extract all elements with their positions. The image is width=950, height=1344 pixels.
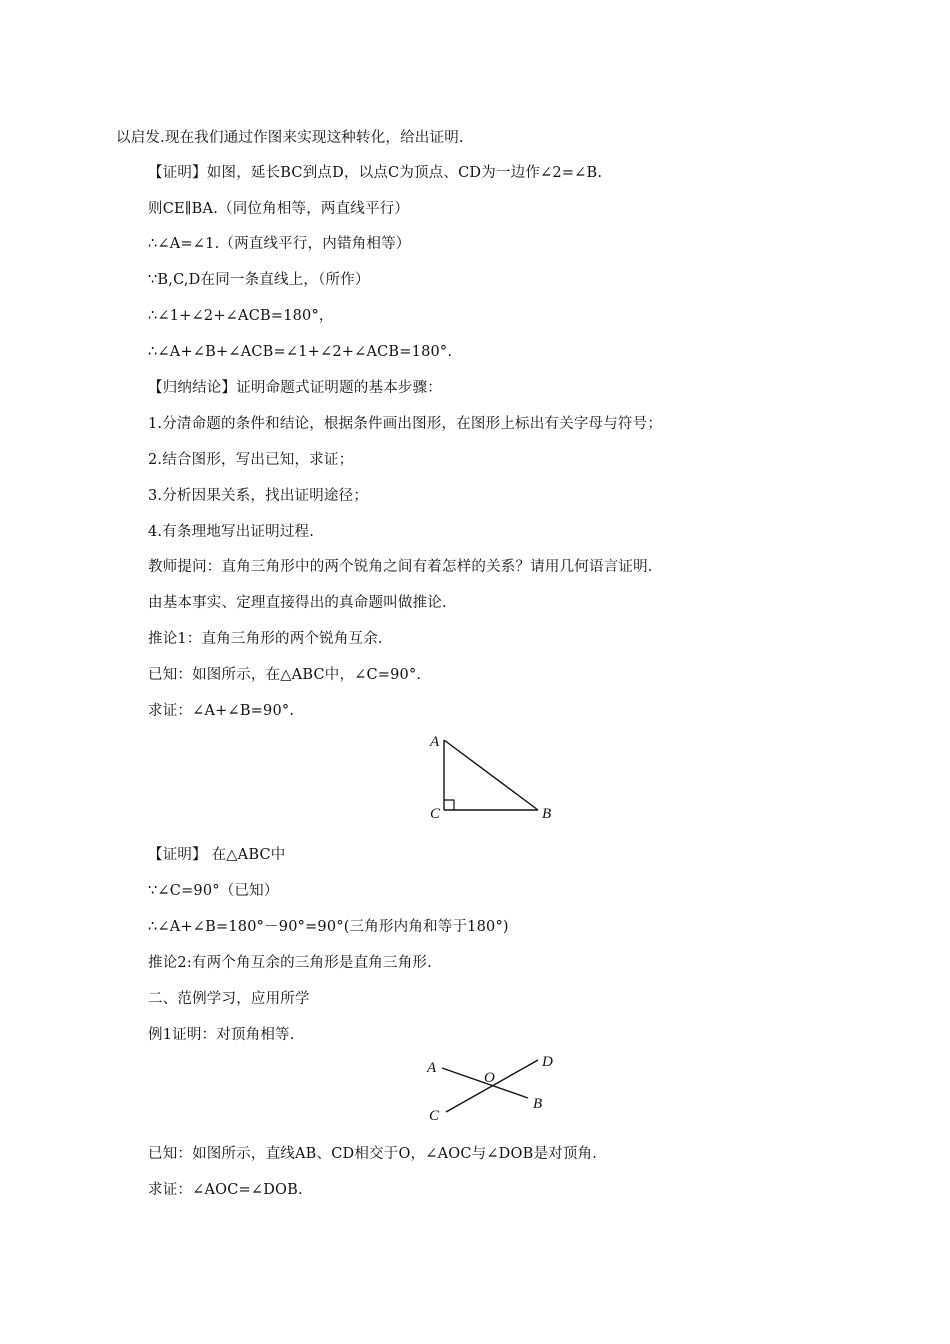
text-line-4: ∴∠A=∠1.（两直线平行，内错角相等）: [148, 236, 411, 252]
text-line-23: 例1证明：对顶角相等.: [148, 1027, 295, 1043]
vertical-label-d: D: [542, 1054, 553, 1070]
text-line-11: 3.分析因果关系，找出证明途径；: [148, 488, 369, 504]
text-line-14: 由基本事实、定理直接得出的真命题叫做推论.: [148, 595, 447, 611]
text-line-9: 1.分清命题的条件和结论，根据条件画出图形，在图形上标出有关字母与符号；: [148, 416, 663, 432]
text-line-21: 推论2:有两个角互余的三角形是直角三角形.: [148, 955, 432, 971]
text-line-15: 推论1：直角三角形的两个锐角互余.: [148, 631, 383, 647]
text-line-24: 已知：如图所示，直线AB、CD相交于O，∠AOC与∠DOB是对顶角.: [148, 1146, 598, 1162]
text-line-18: 【证明】 在△ABC中: [148, 847, 286, 863]
text-line-6: ∴∠1+∠2+∠ACB=180°，: [148, 308, 334, 324]
vertical-label-o: O: [484, 1070, 495, 1086]
text-line-17: 求证：∠A+∠B=90°.: [148, 703, 295, 719]
text-line-3: 则CE∥BA.（同位角相等，两直线平行）: [148, 201, 410, 217]
text-line-5: ∵B,C,D在同一条直线上，（所作）: [148, 272, 370, 288]
text-line-2: 【证明】如图，延长BC到点D，以点C为顶点、CD为一边作∠2=∠B.: [148, 165, 603, 181]
text-line-13: 教师提问：直角三角形中的两个锐角之间有着怎样的关系？请用几何语言证明.: [148, 559, 653, 575]
text-line-16: 已知：如图所示，在△ABC中，∠C=90°.: [148, 667, 422, 683]
text-line-22: 二、范例学习，应用所学: [148, 991, 310, 1007]
text-line-19: ∵∠C=90°（已知）: [148, 883, 279, 899]
triangle-label-b: B: [542, 806, 552, 822]
triangle-label-a: A: [430, 734, 440, 750]
text-line-7: ∴∠A+∠B+∠ACB=∠1+∠2+∠ACB=180°.: [148, 344, 453, 360]
text-line-10: 2.结合图形，写出已知，求证；: [148, 452, 354, 468]
vertical-label-a: A: [427, 1060, 437, 1076]
vertical-label-b: B: [533, 1096, 543, 1112]
vertical-label-c: C: [429, 1108, 440, 1124]
triangle-label-c: C: [430, 806, 441, 822]
right-triangle-figure: [420, 728, 560, 828]
text-line-20: ∴∠A+∠B=180°－90°=90°(三角形内角和等于180°): [148, 919, 509, 935]
text-line-25: 求证：∠AOC=∠DOB.: [148, 1182, 303, 1198]
text-line-1: 以启发.现在我们通过作图来实现这种转化，给出证明.: [116, 130, 464, 146]
vertical-angles-figure: [420, 1050, 570, 1126]
text-line-12: 4.有条理地写出证明过程.: [148, 524, 315, 540]
text-line-8: 【归纳结论】证明命题式证明题的基本步骤：: [148, 380, 442, 396]
